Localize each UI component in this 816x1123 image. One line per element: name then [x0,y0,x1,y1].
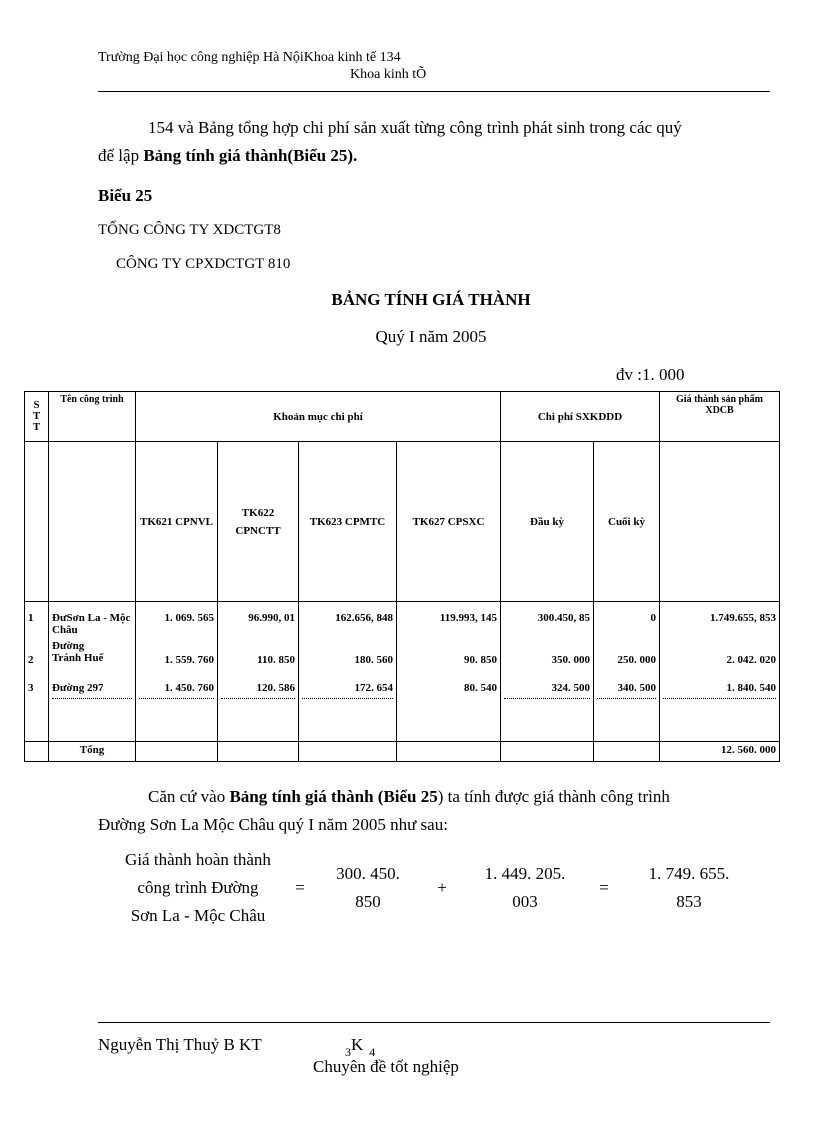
formula-equals-1: = [295,878,305,897]
formula-label [108,846,288,930]
tk621-2: 1. 559. 760 [164,654,214,666]
tk621-3: 1. 450. 760 [164,682,214,694]
footer-class-k: K [351,1035,364,1054]
conclusion-text: Căn cứ vào [148,787,230,806]
total-row [25,742,780,762]
dau-ky-3: 324. 500 [551,682,590,694]
formula-value-1 [320,860,416,916]
dotted-line [597,697,656,699]
header-line-1: Trường Đại học công nghiệp Hà NộiKhoa kinh tế 134 [98,50,401,65]
cuoi-ky-column [594,602,660,742]
empty-cell [660,442,780,602]
name-1: ĐưSơn La - Mộc Châu [52,612,131,636]
total-value: 12. 560. 000 [660,742,780,762]
total-label: Tổng [49,742,136,762]
tk623-column [299,602,397,742]
header-tk623: TK623 CPMTC [299,442,397,602]
table-body-row [25,602,780,742]
footer-class-sub: 3 [345,1045,351,1059]
tk627-2: 90. 850 [464,654,497,666]
tk622-2: 110. 850 [257,654,295,666]
empty-cell [501,742,594,762]
header-name: Tên công trình [49,392,136,442]
intro-line-2 [98,142,770,170]
gia-thanh-column [660,602,780,742]
tk623-2: 180. 560 [354,654,393,666]
formula-result [634,860,744,916]
bieu-label: Biểu 25 [98,186,153,205]
intro-bold: Bảng tính giá thành(Biểu 25). [143,146,358,165]
dotted-line [221,697,295,699]
conclusion-line-2: Đường Sơn La Mộc Châu quý I năm 2005 như sau: [98,815,448,834]
formula-result-line-1: 1. 749. 655. [648,864,730,883]
empty-cell [136,742,218,762]
name-column [49,602,136,742]
formula-label-line-1: Giá thành hoàn thành [125,850,271,869]
tk621-1: 1. 069. 565 [164,612,214,624]
header-dau-ky: Đầu kỳ [501,442,594,602]
empty-cell [49,442,136,602]
dotted-line [52,697,132,699]
gia-thanh-1: 1.749.655, 853 [710,612,777,624]
tk622-1: 96.990, 01 [248,612,295,624]
company-parent: TỔNG CÔNG TY XDCTGT8 [98,222,281,238]
tk623-3: 172. 654 [354,682,393,694]
dotted-line [302,697,393,699]
cuoi-ky-1: 0 [650,612,657,624]
empty-cell [218,742,299,762]
table-title: BẢNG TÍNH GIÁ THÀNH [331,290,531,309]
tk622-3: 120. 586 [256,682,295,694]
stt-2: 2 [28,654,34,666]
header-rule [98,91,770,92]
header-tk621: TK621 CPNVL [136,442,218,602]
dau-ky-1: 300.450, 85 [537,612,590,624]
formula-label-line-3: Sơn La - Mộc Châu [130,906,266,925]
cuoi-ky-2: 250. 000 [617,654,657,666]
header-cuoi-ky: Cuối kỳ [594,442,660,602]
intro-line-1: 154 và Bảng tổng hợp chi phí sản xuất từng công trình phát sinh trong các quý [148,118,682,137]
empty-cell [25,442,49,602]
header-line-2: Khoa kinh tÕ [350,67,427,82]
tk627-column [397,602,501,742]
tk627-1: 119.993, 145 [439,612,497,624]
footer-rule [98,1022,770,1023]
conclusion-line-1 [98,783,770,811]
dotted-line [139,697,214,699]
header-gia-thanh: Giá thành sản phẩm XDCB [660,392,780,442]
name-3: Đường 297 [52,682,104,694]
formula-equals-2: = [599,878,609,897]
header-row-1 [25,392,780,442]
tk623-1: 162.656, 848 [335,612,393,624]
dotted-line [663,697,776,699]
formula-value-1-line-1: 300. 450. [336,864,400,883]
empty-cell [397,742,501,762]
stt-column [25,602,49,742]
formula-result-line-2: 853 [676,892,702,911]
unit-label: đv :1. 000 [616,365,685,384]
footer-author: Nguyễn Thị Thuỷ B KT [98,1035,262,1054]
empty-cell [299,742,397,762]
header-sxkddd: Chi phí SXKDDD [501,392,660,442]
cost-table [24,391,780,762]
tk621-column [136,602,218,742]
tk622-column [218,602,299,742]
gia-thanh-3: 1. 840. 540 [726,682,777,694]
formula-value-2-line-2: 003 [512,892,538,911]
footer-class [345,1035,376,1059]
dau-ky-2: 350. 000 [551,654,590,666]
header-tk627: TK627 CPSXC [397,442,501,602]
formula-plus: + [437,878,447,897]
header-tk622: TK622 CPNCTT [218,442,299,602]
empty-cell [25,742,49,762]
header-khoan-muc: Khoản mục chi phí [136,392,501,442]
header-stt: S T T [25,392,49,442]
stt-1: 1 [28,612,34,624]
footer-class-sup: 4 [369,1045,376,1059]
period: Quý I năm 2005 [375,327,487,346]
company-name: CÔNG TY CPXDCTGT 810 [116,256,291,272]
stt-3: 3 [28,682,34,694]
intro-paragraph [98,114,770,170]
conclusion-paragraph [98,783,770,839]
gia-thanh-2: 2. 042. 020 [726,654,777,666]
dau-ky-column [501,602,594,742]
formula-value-2 [470,860,580,916]
name-2: Đường Tránh Huế [52,640,104,664]
formula-value-2-line-1: 1. 449. 205. [484,864,566,883]
header-row-2 [25,442,780,602]
tk627-3: 80. 540 [464,682,497,694]
intro-text: để lập [98,146,144,165]
formula-label-line-2: công trình Đường [137,878,259,897]
conclusion-text-end: ) ta tính được giá thành công trình [437,787,670,806]
footer-subtitle: Chuyên đề tốt nghiệp [313,1057,459,1076]
dotted-line [504,697,590,699]
conclusion-bold: Bảng tính giá thành (Biểu 25 [229,787,438,806]
empty-cell [594,742,660,762]
cuoi-ky-3: 340. 500 [617,682,657,694]
formula-value-1-line-2: 850 [355,892,381,911]
